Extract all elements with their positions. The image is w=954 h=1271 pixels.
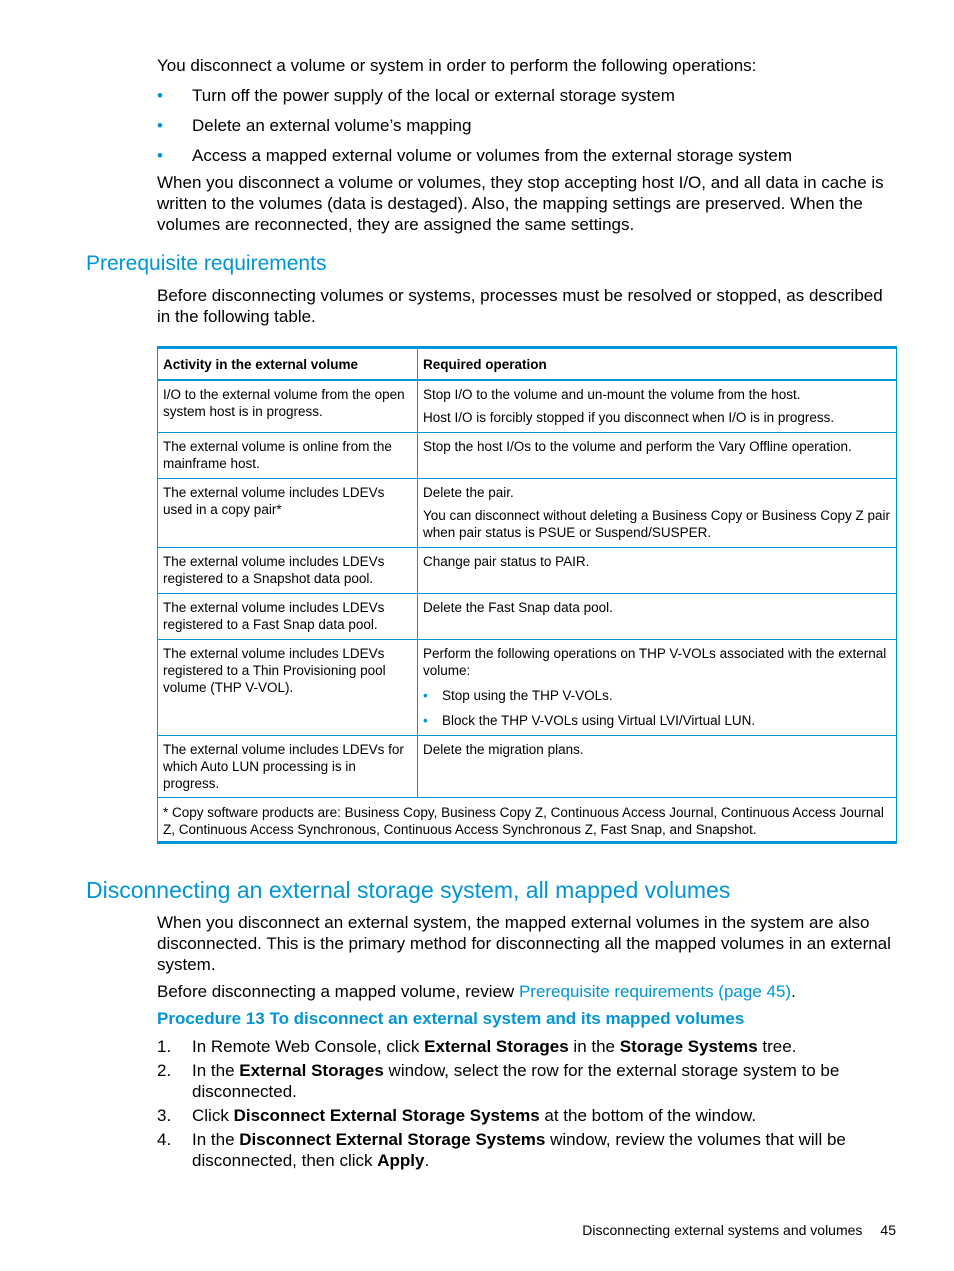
operation-cell: Delete the Fast Snap data pool.	[418, 594, 897, 640]
operation-cell: Stop the host I/Os to the volume and perform the Vary Offline operation.	[418, 433, 897, 479]
bullet-icon: •	[157, 146, 163, 165]
page-footer	[582, 1222, 896, 1238]
disconnect-paragraph: When you disconnect an external system, the mapped external volumes in the system are also disconnected. This is the primary method for disconnecting all the mapped volumes in an external system.	[157, 913, 891, 974]
activity-cell: I/O to the external volume from the open system host is in progress.	[158, 380, 418, 433]
bullet-icon: •	[157, 86, 163, 105]
footer-section-title: Disconnecting external systems and volumes	[582, 1222, 863, 1238]
step-item: 3. Click Disconnect External Storage Systems at the bottom of the window.	[157, 1106, 757, 1125]
intro-paragraph: When you disconnect a volume or volumes, they stop accepting host I/O, and all data in cache is written to the volumes (data is destaged). Also, the mapping settings are preserved. When the volumes are reconnected, they are assigned the same settings.	[157, 173, 884, 234]
operation-cell: Delete the migration plans.	[418, 736, 897, 798]
activity-cell: The external volume includes LDEVs registered to a Fast Snap data pool.	[158, 594, 418, 640]
table-row	[158, 548, 897, 594]
list-item: • Block the THP V-VOLs using Virtual LVI/Virtual LUN.	[423, 713, 756, 728]
table-row	[158, 640, 897, 736]
list-item: • Turn off the power supply of the local or external storage system	[157, 86, 675, 105]
prereq-heading: Prerequisite requirements	[86, 252, 327, 275]
step-item: 1. In Remote Web Console, click External Storages in the Storage Systems tree.	[157, 1037, 797, 1056]
table-row	[158, 380, 897, 433]
table-footnote: * Copy software products are: Business Copy, Business Copy Z, Continuous Access Journal, Continuous Access Journal Z, Continuous Access Synchronous, Continuous Access Synchronous Z, Fast Snap, and Snapshot.	[158, 798, 897, 843]
list-item: • Access a mapped external volume or volumes from the external storage system	[157, 146, 792, 165]
activity-cell: The external volume includes LDEVs registered to a Snapshot data pool.	[158, 548, 418, 594]
table-row	[158, 736, 897, 798]
procedure-title: Procedure 13 To disconnect an external system and its mapped volumes	[157, 1009, 745, 1028]
activity-cell: The external volume includes LDEVs used in a copy pair*	[158, 479, 418, 548]
step-item: 4. In the Disconnect External Storage Systems window, review the volumes that will be disconnected, then click Apply.	[157, 1130, 846, 1170]
page-number: 45	[880, 1222, 896, 1238]
operation-cell: Perform the following operations on THP V-VOLs associated with the external volume: • Stop using the THP V-VOLs. • Block the THP V-VOLs using Virtual LVI/Virtual LUN.	[418, 640, 897, 736]
table-row	[158, 479, 897, 548]
operation-cell: Change pair status to PAIR.	[418, 548, 897, 594]
column-header: Required operation	[418, 348, 897, 381]
table-row	[158, 594, 897, 640]
requirements-table	[157, 346, 897, 844]
table-header-row	[158, 348, 897, 381]
operation-cell: Stop I/O to the volume and un-mount the volume from the host. Host I/O is forcibly stopped if you disconnect when I/O is in progress.	[418, 380, 897, 433]
activity-cell: The external volume includes LDEVs for which Auto LUN processing is in progress.	[158, 736, 418, 798]
step-item: 2. In the External Storages window, select the row for the external storage system to be disconnected.	[157, 1061, 840, 1101]
bullet-icon: •	[157, 116, 163, 135]
activity-cell: The external volume includes LDEVs registered to a Thin Provisioning pool volume (THP V-VOL).	[158, 640, 418, 736]
intro-lead: You disconnect a volume or system in order to perform the following operations:	[157, 56, 757, 75]
intro-bullet-list	[157, 85, 897, 175]
procedure-steps	[157, 1036, 847, 1174]
table-row	[158, 433, 897, 479]
bullet-icon: •	[423, 688, 428, 703]
prereq-paragraph: Before disconnecting volumes or systems, processes must be resolved or stopped, as described in the following table.	[157, 286, 883, 326]
prereq-link[interactable]: Prerequisite requirements (page 45)	[518, 982, 792, 1001]
review-paragraph: Before disconnecting a mapped volume, review Prerequisite requirements (page 45).	[157, 982, 796, 1001]
table-footnote-row	[158, 798, 897, 843]
disconnect-heading: Disconnecting an external storage system, all mapped volumes	[86, 877, 731, 903]
operation-cell: Delete the pair. You can disconnect without deleting a Business Copy or Business Copy Z pair when pair status is PSUE or Suspend/SUSPER.	[418, 479, 897, 548]
list-item: • Stop using the THP V-VOLs.	[423, 688, 613, 703]
list-item: • Delete an external volume’s mapping	[157, 116, 472, 135]
activity-cell: The external volume is online from the mainframe host.	[158, 433, 418, 479]
bullet-icon: •	[423, 713, 428, 728]
column-header: Activity in the external volume	[158, 348, 418, 381]
